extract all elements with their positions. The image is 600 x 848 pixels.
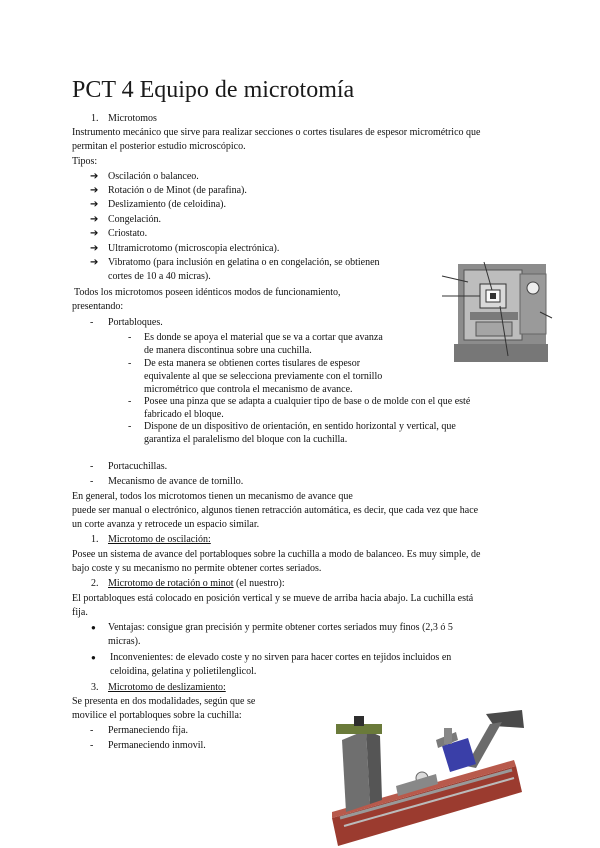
list-item: Ventajas: consigue gran precisión y permite obtener cortes seriados muy finos (2,3 ó 5 xyxy=(108,622,453,633)
sublist-item-continuation: micrométrico que controla el mecanismo de avance. xyxy=(144,384,353,395)
dash-bullet: - xyxy=(128,358,132,369)
list-item-continuation: micras). xyxy=(108,636,141,647)
sublist-item-continuation: fabricado el bloque. xyxy=(144,409,224,420)
paragraph-line: Se presenta en dos modalidades, según que se xyxy=(72,696,256,707)
list-item-continuation: celoidina, gelatina y polietilenglicol. xyxy=(110,666,257,677)
section-number: 3. xyxy=(91,682,99,693)
arrow-bullet-icon: ➔ xyxy=(90,214,99,225)
page-title: PCT 4 Equipo de microtomía xyxy=(72,77,355,103)
paragraph-line: movilice el portabloques sobre la cuchilla: xyxy=(72,710,242,721)
sublist-item: Posee una pinza que se adapta a cualquier tipo de base o de molde con el que esté xyxy=(144,396,471,407)
sublist-item: Es donde se apoya el material que se va a cortar que avanza xyxy=(144,332,383,343)
section-heading: Microtomos xyxy=(108,113,157,124)
arrow-bullet-icon: ➔ xyxy=(90,243,99,254)
section-heading-row xyxy=(108,577,285,590)
arrow-bullet-icon: ➔ xyxy=(90,199,99,210)
arrow-bullet-icon: ➔ xyxy=(90,228,99,239)
paragraph-line: fija. xyxy=(72,607,88,618)
sublist-item: Dispone de un dispositivo de orientación, en sentido horizontal y vertical, que xyxy=(144,421,456,432)
arrow-bullet-icon: ➔ xyxy=(90,257,99,268)
round-bullet: ● xyxy=(91,623,96,632)
dash-bullet: - xyxy=(128,396,132,407)
dash-bullet: - xyxy=(90,461,94,472)
section-number: 1. xyxy=(91,534,99,545)
paragraph-line: bajo coste y su mecanismo no permite obtener cortes seriados. xyxy=(72,563,322,574)
sublist-item-continuation: equivalente al que se selecciona previamente con el tornillo xyxy=(144,371,383,382)
rotary-microtome-illustration xyxy=(440,252,554,368)
list-item: Oscilación o balanceo. xyxy=(108,171,199,182)
dash-bullet: - xyxy=(90,476,94,487)
paragraph-line: Todos los microtomos poseen idénticos modos de funcionamiento, xyxy=(74,287,341,298)
list-item: Ultramicrotomo (microscopia electrónica). xyxy=(108,243,280,254)
paragraph-line: Instrumento mecánico que sirve para realizar secciones o cortes tisulares de espesor micrométrico que xyxy=(72,127,481,138)
list-item: Deslizamiento (de celoidina). xyxy=(108,199,227,210)
section-heading: Microtomo de rotación o minot xyxy=(108,578,234,589)
arrow-bullet-icon: ➔ xyxy=(90,185,99,196)
paragraph-line: permitan el posterior estudio microscópico. xyxy=(72,141,246,152)
dash-bullet: - xyxy=(128,332,132,343)
list-item: Permaneciendo inmovil. xyxy=(108,740,206,751)
list-item: Inconvenientes: de elevado coste y no sirven para hacer cortes en tejidos incluidos en xyxy=(110,652,452,663)
list-item: Portacuchillas. xyxy=(108,461,168,472)
paragraph-line: El portabloques está colocado en posición vertical y se mueve de arriba hacia abajo. La cuchilla está xyxy=(72,593,474,604)
dash-bullet: - xyxy=(90,725,94,736)
section-number: 2. xyxy=(91,578,99,589)
sublist-item-continuation: de manera discontinua sobre una cuchilla. xyxy=(144,345,312,356)
paragraph-line: En general, todos los microtomos tienen un mecanismo de avance que xyxy=(72,491,353,502)
sublist-item: De esta manera se obtienen cortes tisulares de espesor xyxy=(144,358,361,369)
sublist-item-continuation: garantiza el paralelismo del bloque con la cuchilla. xyxy=(144,434,348,445)
dash-bullet: - xyxy=(90,317,94,328)
list-item: Mecanismo de avance de tornillo. xyxy=(108,476,244,487)
section-heading-suffix: (el nuestro): xyxy=(233,578,285,589)
paragraph-line: Tipos: xyxy=(72,156,98,167)
list-item: Permaneciendo fija. xyxy=(108,725,188,736)
paragraph-line: Posee un sistema de avance del portabloques sobre la cuchilla a modo de balanceo. Es muy simple, de xyxy=(72,549,481,560)
list-item: Congelación. xyxy=(108,214,162,225)
dash-bullet: - xyxy=(128,421,132,432)
list-item-continuation: cortes de 10 a 40 micras). xyxy=(108,271,211,282)
round-bullet: ● xyxy=(91,653,96,662)
list-item: Vibratomo (para inclusión en gelatina o en congelación, se obtienen xyxy=(108,257,380,268)
arrow-bullet-icon: ➔ xyxy=(90,171,99,182)
paragraph-line: un corte avanza y retrocede un espacio similar. xyxy=(72,519,260,530)
sliding-microtome-illustration xyxy=(326,700,530,846)
list-item: Rotación o de Minot (de parafina). xyxy=(108,185,247,196)
dash-bullet: - xyxy=(90,740,94,751)
section-heading: Microtomo de deslizamiento: xyxy=(108,682,226,693)
section-heading: Microtomo de oscilación: xyxy=(108,534,211,545)
paragraph-line: puede ser manual o electrónico, algunos tienen retracción automática, es decir, que cada vez que hace xyxy=(72,505,479,516)
section-number: 1. xyxy=(91,113,99,124)
list-item: Portabloques. xyxy=(108,317,163,328)
list-item: Criostato. xyxy=(108,228,148,239)
paragraph-line: presentando: xyxy=(72,301,124,312)
